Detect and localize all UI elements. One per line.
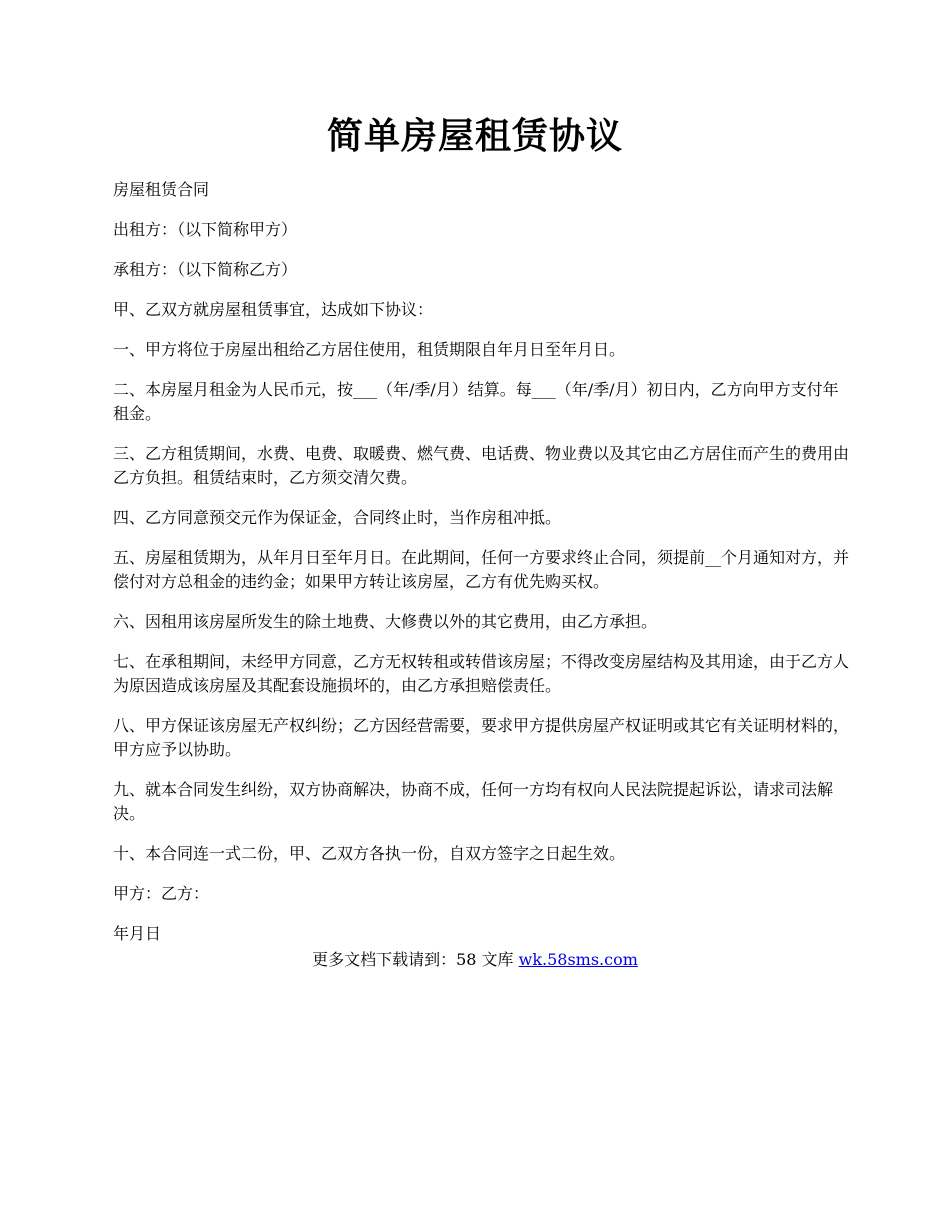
footer-link[interactable]: wk.58sms.com xyxy=(518,950,638,969)
clause-7: 七、在承租期间，未经甲方同意，乙方无权转租或转借该房屋；不得改变房屋结构及其用途，由于乙方人为原因造成该房屋及其配套设施损坏的，由乙方承担赔偿责任。 xyxy=(113,652,850,695)
footer-text: 更多文档下载请到：58 文库 xyxy=(312,950,519,969)
clause-3: 三、乙方租赁期间，水费、电费、取暖费、燃气费、电话费、物业费以及其它由乙方居住而产生的费用由乙方负担。租赁结束时，乙方须交清欠费。 xyxy=(113,444,850,487)
clause-1: 一、甲方将位于房屋出租给乙方居住使用，租赁期限自年月日至年月日。 xyxy=(113,340,626,359)
download-footer xyxy=(0,948,950,972)
clause-4: 四、乙方同意预交元作为保证金，合同终止时，当作房租冲抵。 xyxy=(113,508,562,527)
paragraph-heading: 房屋租赁合同 xyxy=(113,180,210,199)
clause-9: 九、就本合同发生纠纷，双方协商解决，协商不成，任何一方均有权向人民法院提起诉讼，请求司法解决。 xyxy=(113,780,834,823)
paragraph-lessee: 承租方：（以下简称乙方） xyxy=(113,260,298,279)
document-title: 简单房屋租赁协议 xyxy=(326,115,623,157)
signature-line: 甲方：乙方： xyxy=(113,884,210,903)
clause-2: 二、本房屋月租金为人民币元，按___（年/季/月）结算。每___（年/季/月）初日内，乙方向甲方支付年租金。 xyxy=(113,380,839,423)
paragraph-lessor: 出租方：（以下简称甲方） xyxy=(113,220,298,239)
clause-5: 五、房屋租赁期为，从年月日至年月日。在此期间，任何一方要求终止合同，须提前__个月通知对方，并偿付对方总租金的违约金；如果甲方转让该房屋，乙方有优先购买权。 xyxy=(113,548,850,591)
date-line: 年月日 xyxy=(113,924,162,943)
clause-6: 六、因租用该房屋所发生的除土地费、大修费以外的其它费用，由乙方承担。 xyxy=(113,612,658,631)
clause-10: 十、本合同连一式二份，甲、乙双方各执一份，自双方签字之日起生效。 xyxy=(113,844,626,863)
clause-8: 八、甲方保证该房屋无产权纠纷；乙方因经营需要，要求甲方提供房屋产权证明或其它有关证明材料的，甲方应予以协助。 xyxy=(113,716,850,759)
document-body xyxy=(113,178,853,962)
paragraph-intro: 甲、乙双方就房屋租赁事宜，达成如下协议： xyxy=(113,300,434,319)
